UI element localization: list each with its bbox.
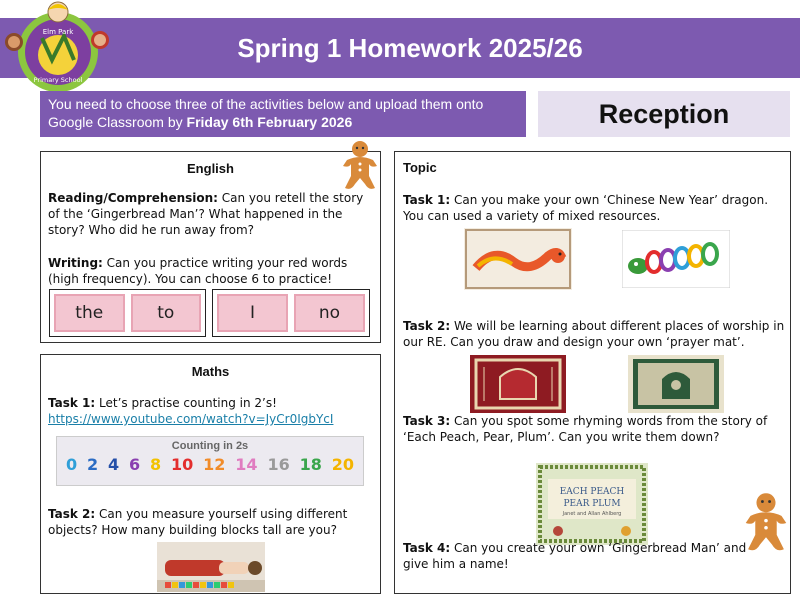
counting-video-link[interactable]: https://www.youtube.com/watch?v=JyCr0IgbYcI bbox=[48, 412, 334, 426]
counting-number: 4 bbox=[107, 455, 120, 474]
prayer-mat-red-photo bbox=[470, 355, 566, 413]
maths-task2: Task 2: Can you measure yourself using different objects? How many building blocks tall are you? bbox=[48, 507, 348, 537]
topic-task1: Task 1: Can you make your own ‘Chinese New Year’ dragon. You can used a variety of mixed resources. bbox=[403, 193, 769, 223]
counting-number: 6 bbox=[128, 455, 141, 474]
instructions-text: You need to choose three of the activities below and upload them onto Google Classroom by bbox=[48, 96, 484, 130]
topic-heading: Topic bbox=[403, 160, 437, 175]
topic-panel bbox=[394, 151, 791, 594]
counting-number: 16 bbox=[267, 455, 290, 474]
english-reading-task: Reading/Comprehension: Can you retell the story of the ‘Gingerbread Man’? What happened in the story? Who did he run away from? bbox=[48, 191, 364, 237]
counting-number: 12 bbox=[203, 455, 226, 474]
counting-number: 2 bbox=[86, 455, 99, 474]
book-title-line2: PEAR PLUM bbox=[563, 499, 621, 509]
year-group-label: Reception bbox=[538, 91, 790, 137]
book-authors: Janet and Allan Ahlberg bbox=[562, 511, 622, 517]
maths-panel bbox=[40, 354, 381, 594]
topic-task3: Task 3: Can you spot some rhyming words from the story of ‘Each Peach, Pear, Plum’. Can you write them down? bbox=[403, 414, 768, 444]
topic-task4: Task 4: Can you create your own ‘Gingerbread Man’ and give him a name! bbox=[403, 541, 747, 571]
instructions-deadline: Friday 6th February 2026 bbox=[186, 114, 353, 130]
word-no: no bbox=[294, 294, 365, 332]
english-panel bbox=[40, 151, 381, 343]
gingerbread-man-icon-topic bbox=[742, 492, 790, 554]
each-peach-book-cover bbox=[536, 463, 648, 545]
paper-chain-dragon-photo bbox=[622, 230, 730, 288]
logo-text-top: Elm Park bbox=[42, 28, 74, 36]
page-title: Spring 1 Homework 2025/26 bbox=[237, 33, 583, 63]
book-title-line1: EACH PEACH bbox=[559, 487, 625, 497]
instructions-box bbox=[40, 91, 526, 137]
counting-title: Counting in 2s bbox=[171, 440, 249, 452]
school-logo bbox=[2, 0, 112, 95]
word-the: the bbox=[54, 294, 125, 332]
counting-number: 8 bbox=[150, 455, 162, 474]
maths-task1: Task 1: Let’s practise counting in 2’s! bbox=[48, 396, 277, 410]
logo-text-bottom: Primary School bbox=[33, 76, 83, 84]
dragon-handprint-photo bbox=[464, 228, 572, 290]
word-card-right bbox=[212, 289, 370, 337]
measuring-child-photo bbox=[157, 542, 265, 592]
counting-number: 0 bbox=[65, 455, 78, 474]
word-card-left bbox=[49, 289, 206, 337]
word-i: I bbox=[217, 294, 288, 332]
counting-in-2s-image bbox=[56, 436, 364, 486]
word-to: to bbox=[131, 294, 202, 332]
counting-number: 18 bbox=[299, 455, 322, 474]
english-heading: English bbox=[187, 161, 234, 176]
counting-numbers bbox=[57, 452, 363, 474]
english-writing-task: Writing: Can you practice writing your red words (high frequency). You can choose 6 to practice! bbox=[48, 256, 348, 286]
red-words-cards bbox=[49, 289, 370, 337]
counting-number: 10 bbox=[171, 455, 194, 474]
gingerbread-man-icon bbox=[341, 140, 379, 192]
maths-heading: Maths bbox=[191, 364, 230, 379]
topic-task2: Task 2: We will be learning about different places of worship in our RE. Can you draw and design your own ‘prayer mat’. bbox=[403, 319, 785, 349]
counting-number: 14 bbox=[235, 455, 258, 474]
counting-number: 20 bbox=[331, 455, 354, 474]
prayer-mat-green-photo bbox=[628, 355, 724, 413]
